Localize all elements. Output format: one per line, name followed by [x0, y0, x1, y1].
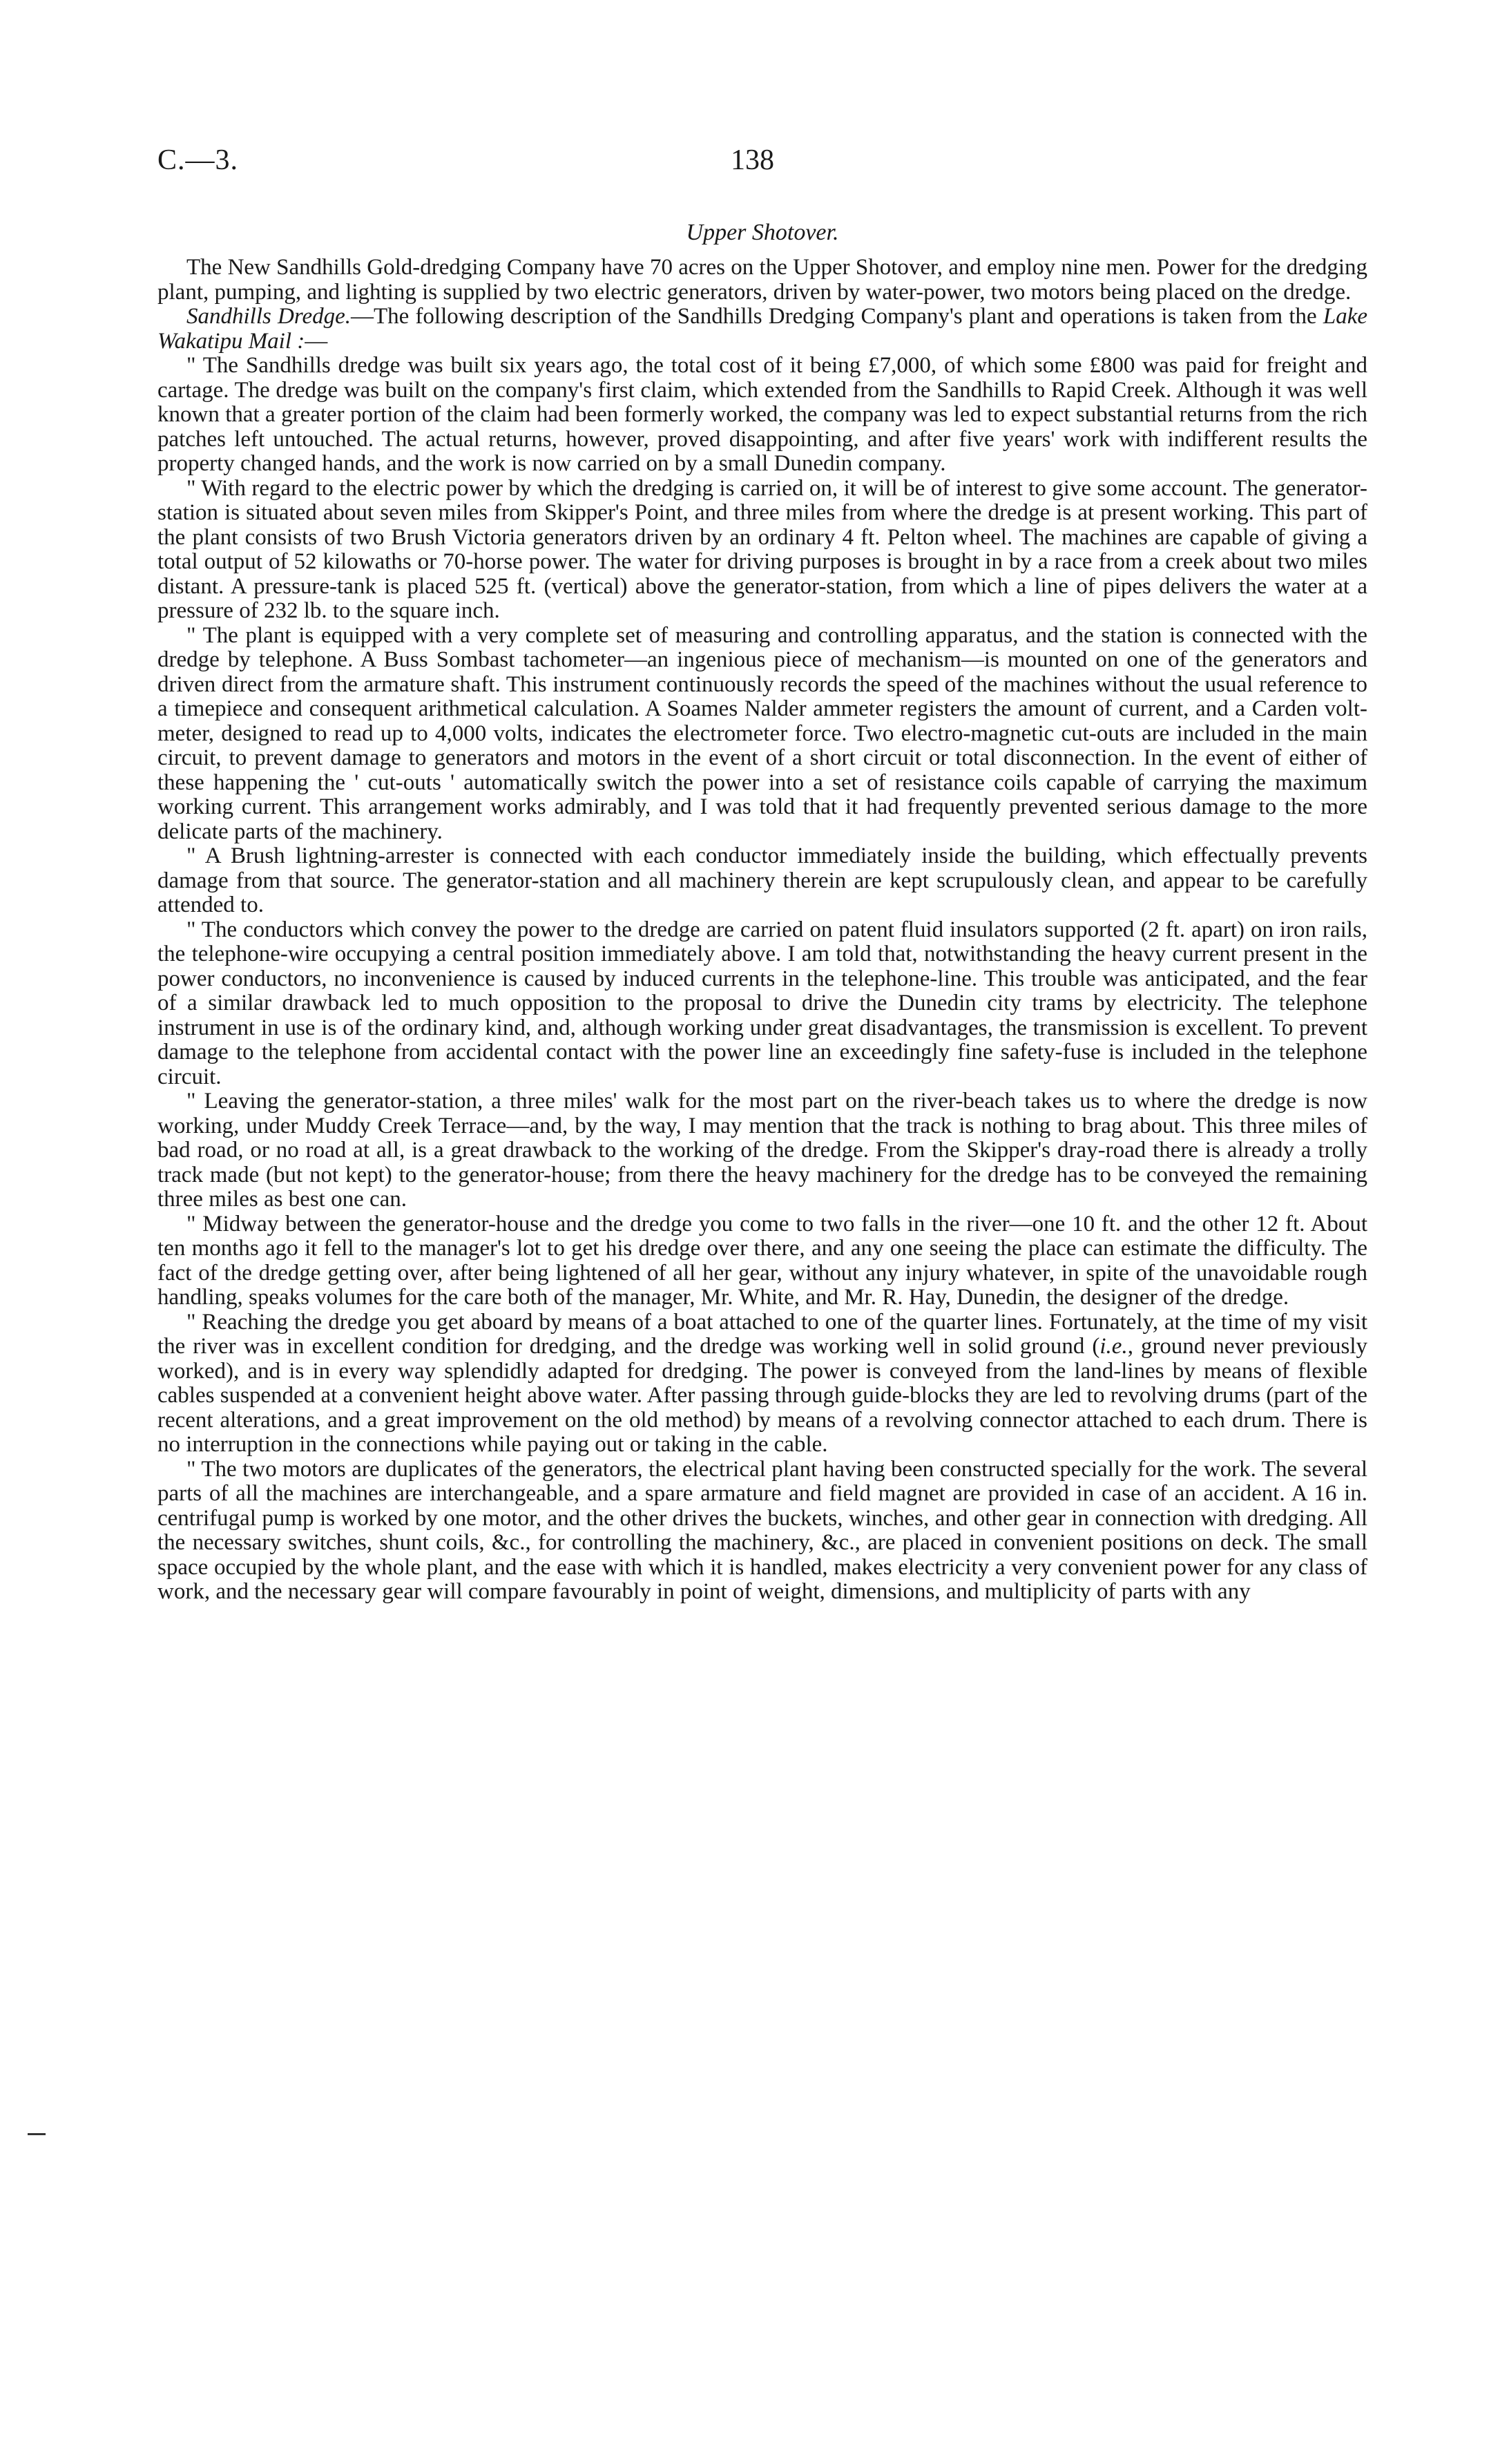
paragraph: " A Brush lightning-arrester is connected with each conductor immediately inside the building, which effectually prevents damage from that source. The generator-station and all machinery therein are kept scrupulously clean, and appear to be carefully attended to.	[157, 843, 1367, 917]
paragraph: " The plant is equipped with a very complete set of measuring and controlling apparatus, and the station is connected with the dredge by telephone. A Buss Sombast tachometer—an ingenious piece of mechanism—is mounted on one of the generators and driven direct from the armature shaft. This instrument continuously records the speed of the machines without the usual reference to a timepiece and consequent arithmetical calculation. A Soames Nalder ammeter registers the amount of current, and a Carden volt-meter, designed to read up to 4,000 volts, indicates the electrometer force. Two electro-magnetic cut-outs are included in the main circuit, to prevent damage to generators and motors in the event of a short circuit or total disconnection. In the event of either of these happening the ' cut-outs ' automatically switch the power into a set of resistance coils capable of carrying the maximum working current. This arrangement works admirably, and I was told that it had frequently prevented serious damage to the more delicate parts of the machinery.	[157, 622, 1367, 844]
paragraph	[157, 1310, 1367, 1458]
paragraph-text: , ground never previously worked), and is in every way splendidly adapted for dredging. The power is conveyed from the land-lines by means of flexible cables suspended at a convenient height above water. After passing through guide-blocks they are led to revolving drums (part of the recent alterations, and a great improvement on the old method) by means of a revolving connector attached to each drum. There is no interruption in the connections while paying out or taking in the cable.	[157, 1334, 1368, 1457]
section-title: Upper Shotover.	[686, 220, 839, 245]
paragraph: " The conductors which convey the power to the dredge are carried on patent fluid insulators supported (2 ft. apart) on iron rails, the telephone-wire occupying a central position immediately above. I am told that, notwithstanding the heavy current present in the power conductors, no inconvenience is caused by induced currents in the telephone-line. This trouble was anticipated, and the fear of a similar drawback led to much opposition to the proposal to drive the Dunedin city trams by electricity. The telephone instrument in use is of the ordinary kind, and, although working under great disadvantages, the transmission is excellent. To prevent damage to the telephone from accidental contact with the power line an exceedingly fine safety-fuse is included in the telephone circuit.	[157, 917, 1367, 1089]
paragraph: " With regard to the electric power by which the dredging is carried on, it will be of interest to give some account. The generator-station is situated about seven miles from Skipper's Point, and three miles from where the dredge is at present working. This part of the plant consists of two Brush Victoria generators driven by an ordinary 4 ft. Pelton wheel. The machines are capable of giving a total output of 52 kilowaths or 70-horse power. The water for driving purposes is brought in by a race from a creek about two miles distant. A pressure-tank is placed 525 ft. (vertical) above the generator-station, from which a line of pipes delivers the water at a pressure of 232 lb. to the square inch.	[157, 475, 1367, 623]
paragraph-source-intro	[157, 305, 1367, 354]
paragraph: " Leaving the generator-station, a three miles' walk for the most part on the river-beach takes us to where the dredge is now working, under Muddy Creek Terrace—and, by the way, I may mention that the track is nothing to brag about. This three miles of bad road, or no road at all, is a great drawback to the working of the dredge. From the Skipper's dray-road there is already a trolly track made (but not kept) to the generator-house; from there the heavy machinery for the dredge has to be conveyed the remaining three miles as best one can.	[157, 1089, 1367, 1212]
paragraph: " The two motors are duplicates of the generators, the electrical plant having been constructed specially for the work. The several parts of all the machines are interchangeable, and a spare armature and field magnet are provided in case of an accident. A 16 in. centrifugal pump is worked by one motor, and the other drives the buckets, winches, and other gear in connection with dredging. All the necessary switches, shunt coils, &c., for controlling the machinery, &c., are placed in convenient positions on deck. The small space occupied by the whole plant, and the ease with which it is handled, makes electricity a very convenient power for any class of work, and the necessary gear will compare favourably in point of weight, dimensions, and multiplicity of parts with any	[157, 1456, 1367, 1604]
page-number: 138	[731, 144, 774, 176]
paragraph: " Midway between the generator-house and the dredge you come to two falls in the river—one 10 ft. and the other 12 ft. About ten months ago it fell to the manager's lot to get his dredge over there, and any one seeing the place can estimate the difficulty. The fact of the dredge getting over, after being lightened of all her gear, without any injury whatever, in spite of the unavoidable rough handling, speaks volumes for the care both of the manager, Mr. White, and Mr. R. Hay, Dunedin, the designer of the dredge.	[157, 1211, 1367, 1310]
paragraph: The New Sandhills Gold-dredging Company have 70 acres on the Upper Shotover, and employ nine men. Power for the dredging plant, pumping, and lighting is supplied by two electric generators, driven by water-power, two motors being placed on the dredge.	[157, 255, 1367, 305]
subheading-sandhills-dredge: Sandhills Dredge.	[186, 304, 351, 329]
paragraph-text: —The following description of the Sandhills Dredging Company's plant and operations is taken from the	[350, 304, 1323, 329]
body-text	[157, 256, 1367, 1605]
paragraph: " The Sandhills dredge was built six years ago, the total cost of it being £7,000, of which some £800 was paid for freight and cartage. The dredge was built on the company's first claim, which extended from the Sandhills to Rapid Creek. Although it was well known that a greater portion of the claim had been formerly worked, the company was led to expect substantial returns from the rich patches left untouched. The actual returns, however, proved disappointing, and after five years' work with indifferent results the property changed hands, and the work is now carried on by a small Dunedin company.	[157, 353, 1367, 476]
newspaper-title: Lake Wakatipu Mail :	[157, 304, 1367, 354]
paragraph-text: —	[305, 328, 328, 354]
margin-dash	[28, 2133, 46, 2135]
document-reference: C.—3.	[157, 144, 239, 176]
page-header	[157, 144, 1387, 185]
abbreviation-ie: i.e.	[1099, 1334, 1128, 1359]
paragraph-text: " Reaching the dredge you get aboard by means of a boat attached to one of the quarter lines. Fortunately, at the time of my visit the river was in excellent condition for dredging, and the dredge was working well in solid ground (	[157, 1309, 1367, 1359]
